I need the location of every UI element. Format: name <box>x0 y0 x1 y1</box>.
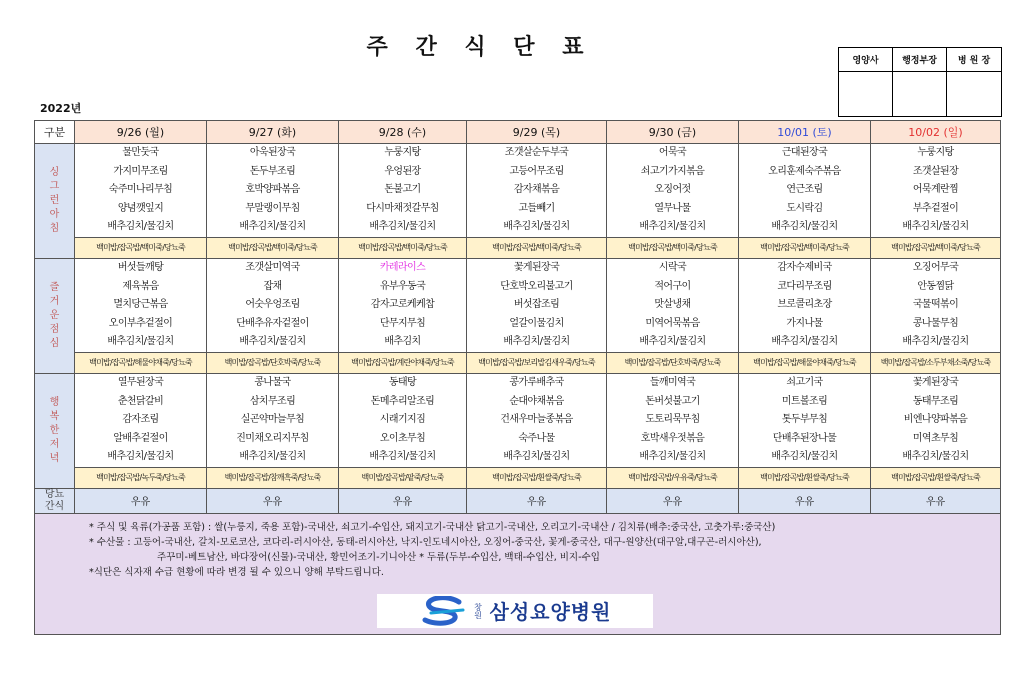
dish: 오이초무침 <box>379 432 426 444</box>
menu-cell <box>75 258 207 352</box>
dish: 배추김치/물김치 <box>239 336 306 348</box>
label-char: 녁 <box>49 452 60 464</box>
dish: 코다리무조림 <box>777 280 832 292</box>
dish: 국물떡볶이 <box>912 299 959 311</box>
dish: 감자채볶음 <box>513 184 560 196</box>
snack-cell: 우유 <box>207 488 339 513</box>
dish: 가지미무조림 <box>113 165 168 177</box>
rice-porridge-note: 백미밥/잡곡밥/백미죽/당뇨죽 <box>207 237 339 258</box>
menu-cell <box>339 144 467 238</box>
lunch-label <box>35 258 75 373</box>
menu-cell <box>607 373 739 467</box>
label-char: 복 <box>49 410 60 422</box>
label-char: 행 <box>49 396 60 408</box>
menu-cell <box>739 258 871 352</box>
rice-porridge-note: 백미밥/잡곡밥/해물야채죽/당뇨죽 <box>75 352 207 373</box>
dish: 조갯살미역국 <box>245 261 300 273</box>
footer-row <box>35 513 1001 634</box>
menu-cell <box>207 144 339 238</box>
label-line: 간식 <box>44 500 65 512</box>
approval-sign-dietitian <box>839 72 893 117</box>
dish: 가지나물 <box>786 317 823 329</box>
snack-row <box>35 488 1001 513</box>
rice-porridge-note: 백미밥/잡곡밥/백미죽/당뇨죽 <box>871 237 1001 258</box>
dish: 순대야채볶음 <box>509 395 564 407</box>
dish: 감자조림 <box>122 414 159 426</box>
rice-porridge-note: 백미밥/잡곡밥/계란야채죽/당뇨죽 <box>339 352 467 373</box>
dish: 배추김치/물김치 <box>771 451 838 463</box>
snack-cell: 우유 <box>871 488 1001 513</box>
dish: 물만둣국 <box>122 147 159 158</box>
snack-cell: 우유 <box>75 488 207 513</box>
header-day-fri: 9/30 (금) <box>607 121 739 144</box>
dish: 아욱된장국 <box>249 147 296 158</box>
rice-porridge-note: 백미밥/잡곡밥/팥죽/당뇨죽 <box>339 467 467 488</box>
menu-cell <box>467 373 607 467</box>
header-day-mon: 9/26 (월) <box>75 121 207 144</box>
dish: 누룽지탕 <box>917 147 954 158</box>
rice-porridge-note: 백미밥/잡곡밥/녹두죽/당뇨죽 <box>75 467 207 488</box>
dish: 배추김치/물김치 <box>107 221 174 233</box>
dinner-row <box>35 373 1001 467</box>
dish: 톳두부무침 <box>781 414 828 426</box>
dinner-label <box>35 373 75 488</box>
dish: 배추김치 <box>384 336 421 348</box>
origin-notice <box>35 513 1001 634</box>
dish: 조갯살순두부국 <box>504 147 569 158</box>
dinner-note-row <box>35 467 1001 488</box>
dish: 배추김치/물김치 <box>239 221 306 233</box>
dish: 배추김치/물김치 <box>107 451 174 463</box>
dish: 오징어젓 <box>654 184 691 196</box>
menu-cell <box>339 258 467 352</box>
menu-cell <box>607 258 739 352</box>
rice-porridge-note: 백미밥/잡곡밥/보리밥김새우죽/당뇨죽 <box>467 352 607 373</box>
label-char: 거 <box>49 295 60 307</box>
dish: 열무된장국 <box>117 376 164 388</box>
label-char: 점 <box>49 323 60 335</box>
lunch-row <box>35 258 1001 352</box>
dish: 돈버섯불고기 <box>645 395 700 407</box>
dish: 오이부추겉절이 <box>108 317 173 329</box>
dish: 배추김치/물김치 <box>369 221 436 233</box>
dish: 고등어무조림 <box>509 165 564 177</box>
dish: 적어구이 <box>654 280 691 292</box>
menu-cell <box>467 258 607 352</box>
dish: 미역초무침 <box>912 432 959 444</box>
dish: 어숫우엉조림 <box>245 299 300 311</box>
dish: 콩나물국 <box>254 376 291 388</box>
menu-cell <box>339 373 467 467</box>
approval-sign-admin <box>893 72 947 117</box>
label-char: 그 <box>49 180 60 192</box>
approval-table <box>838 47 1002 117</box>
dish: 도시락김 <box>786 202 823 214</box>
header-day-thu: 9/29 (목) <box>467 121 607 144</box>
menu-cell <box>607 144 739 238</box>
dish: 맛살냉채 <box>654 299 691 311</box>
header-day-tue: 9/27 (화) <box>207 121 339 144</box>
snack-cell: 우유 <box>467 488 607 513</box>
dish: 미트볼조림 <box>781 395 828 407</box>
menu-cell <box>871 373 1001 467</box>
dish: 쇠고기가지볶음 <box>640 165 705 177</box>
dish: 배추김치/물김치 <box>503 451 570 463</box>
label-char: 운 <box>49 309 60 321</box>
label-line: 당뇨 <box>44 488 65 500</box>
breakfast-label <box>35 144 75 259</box>
label-char: 싱 <box>49 166 60 178</box>
dish: 안동찜닭 <box>917 280 954 292</box>
dish: 진미채오리지무침 <box>236 432 309 444</box>
origin-line: * 수산물 : 고등어-국내산, 갈치-모로코산, 코다리-러시아산, 동태-러시아산, 낙지-인도네시아산, 오징어-중국산, 꽃게-중국산, 대구-원양산(대구알,대구곤-러시아산), <box>89 536 762 548</box>
menu-cell <box>739 144 871 238</box>
rice-porridge-note: 백미밥/잡곡밥/백미죽/당뇨죽 <box>339 237 467 258</box>
approval-header-director: 병 원 장 <box>947 48 1002 72</box>
menu-cell <box>75 144 207 238</box>
menu-cell <box>871 144 1001 238</box>
dish: 감자수제비국 <box>777 261 832 273</box>
origin-line: * 주식 및 육류(가공품 포함) : 쌀(누룽지, 죽용 포함)-국내산, 쇠고기-수입산, 돼지고기-국내산 닭고기-국내산, 오리고기-국내산 / 김치류(배추:중국산, 고춧가루:중국산) <box>89 521 776 533</box>
header-corner: 구분 <box>35 121 75 144</box>
dish: 단무지무침 <box>379 317 426 329</box>
approval-sign-director <box>947 72 1002 117</box>
dish: 고들빼기 <box>518 202 555 214</box>
dish: 무말랭이무침 <box>245 202 300 214</box>
dish: 어묵계란찜 <box>912 184 959 196</box>
dish: 삼치무조림 <box>249 395 296 407</box>
dish: 도토리묵무침 <box>645 414 700 426</box>
logo-s-mark-icon <box>419 596 467 626</box>
menu-cell <box>207 258 339 352</box>
dish: 비엔나양파볶음 <box>903 414 968 426</box>
dish: 오리훈제숙주볶음 <box>768 165 841 177</box>
snack-cell: 우유 <box>339 488 467 513</box>
dish: 열무나물 <box>654 202 691 214</box>
dish: 단배추유자겉절이 <box>236 317 309 329</box>
header-day-sun: 10/02 (일) <box>871 121 1001 144</box>
label-char: 아 <box>49 208 60 220</box>
dish: 꽃게된장국 <box>912 376 959 388</box>
snack-label <box>35 488 75 513</box>
hospital-logo <box>377 594 653 628</box>
dish: 들깨미역국 <box>649 376 696 388</box>
dish: 멸치당근볶음 <box>113 299 168 311</box>
menu-cell <box>871 258 1001 352</box>
breakfast-note-row <box>35 237 1001 258</box>
origin-text <box>35 514 1000 580</box>
label-char: 침 <box>49 222 60 234</box>
label-char: 한 <box>49 424 60 436</box>
dish: 어묵국 <box>658 147 687 158</box>
dish: 콩나물무침 <box>912 317 959 329</box>
weekly-menu-table <box>34 120 1001 635</box>
lunch-note-row <box>35 352 1001 373</box>
rice-porridge-note: 백미밥/잡곡밥/백미죽/당뇨죽 <box>607 237 739 258</box>
menu-cell <box>467 144 607 238</box>
header-day-sat: 10/01 (토) <box>739 121 871 144</box>
dish: 얼갈이물김치 <box>509 317 564 329</box>
dish: 배추김치/물김치 <box>503 221 570 233</box>
label-char: 저 <box>49 438 60 450</box>
snack-cell: 우유 <box>607 488 739 513</box>
dish: 유부우동국 <box>379 280 426 292</box>
breakfast-row <box>35 144 1001 238</box>
origin-line: 주꾸미-베트남산, 바다장어(신물)-국내산, 황민어조기-기니아산 * 두류(두부-수입산, 백태-수입산, 비지-수입 <box>157 551 600 563</box>
dish: 돈불고기 <box>384 184 421 196</box>
dish: 건새우마늘종볶음 <box>500 414 573 426</box>
rice-porridge-note: 백미밥/잡곡밥/소두부채소죽/당뇨죽 <box>871 352 1001 373</box>
dish: 호박양파볶음 <box>245 184 300 196</box>
dish: 잡채 <box>263 280 282 292</box>
dish: 조갯살된장 <box>912 165 959 177</box>
dish: 배추김치/물김치 <box>902 221 969 233</box>
header-row <box>35 121 1001 144</box>
dish: 배추김치/물김치 <box>239 451 306 463</box>
dish: 버섯들깨탕 <box>117 261 164 273</box>
dish: 동태탕 <box>388 376 417 388</box>
dish: 연근조림 <box>786 184 823 196</box>
dish: 단배추된장나물 <box>772 432 837 444</box>
rice-porridge-note: 백미밥/잡곡밥/백미죽/당뇨죽 <box>75 237 207 258</box>
menu-cell <box>75 373 207 467</box>
dish: 오징어무국 <box>912 261 959 273</box>
page-title: 주 간 식 단 표 <box>366 35 594 60</box>
dish: 배추김치/물김치 <box>639 336 706 348</box>
dish-highlight: 카레라이스 <box>379 261 426 273</box>
approval-header-dietitian: 영양사 <box>839 48 893 72</box>
dish: 근대된장국 <box>781 147 828 158</box>
dish: 콩가루배추국 <box>509 376 564 388</box>
dish: 배추김치/물김치 <box>771 221 838 233</box>
dish: 숙주미나리무침 <box>108 184 173 196</box>
dish: 시래기지짐 <box>379 414 426 426</box>
dish: 배추김치/물김치 <box>639 221 706 233</box>
dish: 감자고로케케찹 <box>370 299 435 311</box>
dish: 양념깻잎지 <box>117 202 164 214</box>
rice-porridge-note: 백미밥/잡곡밥/흰쌀죽/당뇨죽 <box>739 467 871 488</box>
rice-porridge-note: 백미밥/잡곡밥/단호박죽/당뇨죽 <box>207 352 339 373</box>
rice-porridge-note: 백미밥/잡곡밥/흰쌀죽/당뇨죽 <box>871 467 1001 488</box>
dish: 꽃게된장국 <box>513 261 560 273</box>
label-char: 심 <box>49 337 60 349</box>
dish: 쇠고기국 <box>786 376 823 388</box>
dish: 다시마채젓갈무침 <box>366 202 439 214</box>
dish: 호박새우젓볶음 <box>640 432 705 444</box>
dish: 배추김치/물김치 <box>107 336 174 348</box>
dish: 배추김치/물김치 <box>503 336 570 348</box>
dish: 배추김치/물김치 <box>369 451 436 463</box>
dish: 돈메추리알조림 <box>370 395 435 407</box>
rice-porridge-note: 백미밥/잡곡밥/단호박죽/당뇨죽 <box>607 352 739 373</box>
approval-header-admin: 행정부장 <box>893 48 947 72</box>
logo-subtitle: 창원 <box>473 602 483 619</box>
dish: 알배추겉절이 <box>113 432 168 444</box>
dish: 브로콜리초장 <box>777 299 832 311</box>
rice-porridge-note: 백미밥/잡곡밥/참깨흑죽/당뇨죽 <box>207 467 339 488</box>
dish: 버섯잡조림 <box>513 299 560 311</box>
label-char: 즐 <box>49 281 60 293</box>
dish: 배추김치/물김치 <box>902 336 969 348</box>
dish: 배추김치/물김치 <box>902 451 969 463</box>
dish: 실곤약마늘무침 <box>240 414 305 426</box>
dish: 춘천닭갈비 <box>117 395 164 407</box>
logo-name: 삼성요양병원 <box>489 600 612 625</box>
rice-porridge-note: 백미밥/잡곡밥/우유죽/당뇨죽 <box>607 467 739 488</box>
menu-cell <box>739 373 871 467</box>
origin-line: *식단은 식자재 수급 현황에 따라 변경 될 수 있으니 양해 부탁드립니다. <box>89 566 384 578</box>
dish: 숙주나물 <box>518 432 555 444</box>
snack-cell: 우유 <box>739 488 871 513</box>
rice-porridge-note: 백미밥/잡곡밥/백미죽/당뇨죽 <box>739 237 871 258</box>
rice-porridge-note: 백미밥/잡곡밥/해물야채죽/당뇨죽 <box>739 352 871 373</box>
dish: 미역어묵볶음 <box>645 317 700 329</box>
dish: 부추겉절이 <box>912 202 959 214</box>
dish: 누룽지탕 <box>384 147 421 158</box>
dish: 우엉된장 <box>384 165 421 177</box>
label-char: 런 <box>49 194 60 206</box>
header-day-wed: 9/28 (수) <box>339 121 467 144</box>
dish: 제육볶음 <box>122 280 159 292</box>
menu-cell <box>207 373 339 467</box>
dish: 돈두부조림 <box>249 165 296 177</box>
dish: 단호박오리불고기 <box>500 280 573 292</box>
rice-porridge-note: 백미밥/잡곡밥/백미죽/당뇨죽 <box>467 237 607 258</box>
dish: 배추김치/물김치 <box>771 336 838 348</box>
year-label: 2022년 <box>40 102 82 115</box>
dish: 동태무조림 <box>912 395 959 407</box>
rice-porridge-note: 백미밥/잡곡밥/흰쌀죽/당뇨죽 <box>467 467 607 488</box>
dish: 시락국 <box>658 261 687 273</box>
dish: 배추김치/물김치 <box>639 451 706 463</box>
